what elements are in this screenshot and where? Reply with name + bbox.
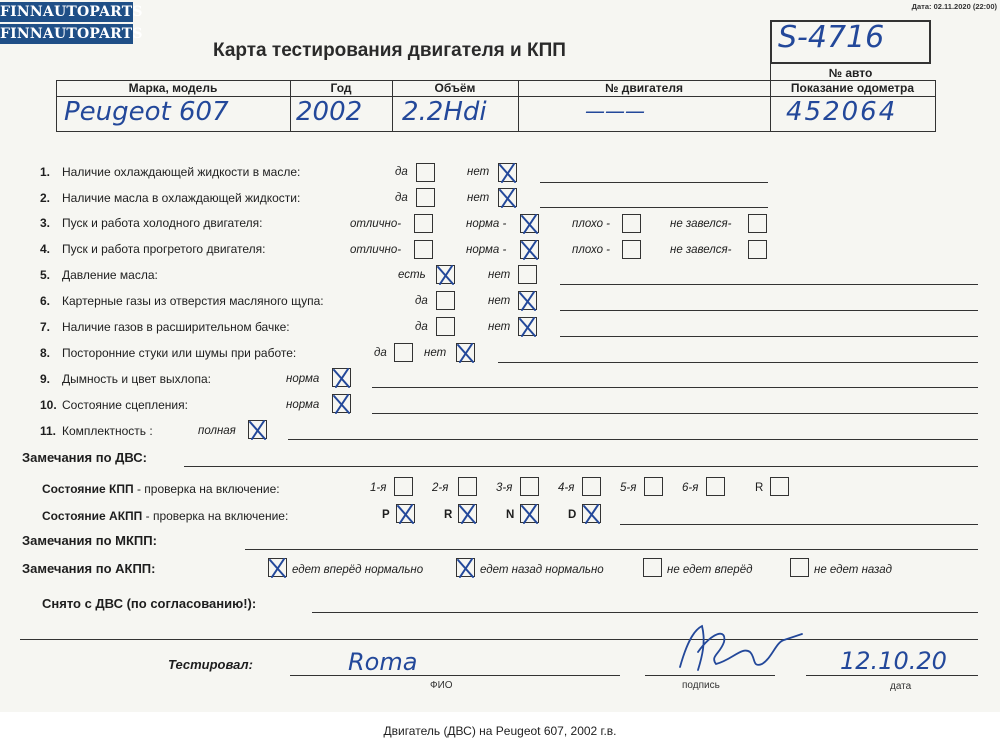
table-line — [935, 80, 936, 131]
checkbox-checked[interactable] — [268, 558, 287, 577]
checkbox[interactable] — [414, 240, 433, 259]
fio-label: ФИО — [430, 680, 453, 691]
item-label: Наличие охлаждающей жидкости в масле: — [62, 165, 301, 179]
item-number: 11. — [40, 424, 57, 438]
remark-line — [372, 413, 978, 414]
scan-date: Дата: 02.11.2020 (22:00) — [911, 2, 997, 11]
checkbox[interactable] — [416, 188, 435, 207]
at-option-label: едет вперёд нормально — [292, 564, 424, 576]
option-label: нет — [424, 347, 447, 359]
check-mark-icon — [517, 289, 539, 313]
option-label: да — [415, 295, 428, 307]
checkbox-checked[interactable] — [436, 265, 455, 284]
check-mark-icon — [247, 418, 269, 442]
option-label: нет — [488, 269, 511, 281]
remark-line — [288, 439, 978, 440]
check-mark-icon — [497, 186, 519, 210]
gear-label: 5-я — [620, 482, 637, 494]
checkbox-checked[interactable] — [520, 240, 539, 259]
option-label: да — [415, 321, 428, 333]
header-volume: Объём — [434, 81, 476, 95]
option-label: не завелся- — [670, 218, 732, 230]
remark-line — [540, 182, 768, 183]
check-mark-icon — [331, 392, 353, 416]
remark-line — [184, 466, 978, 467]
option-label: норма - — [466, 244, 507, 256]
option-label: отлично- — [350, 244, 402, 256]
checkbox[interactable] — [770, 477, 789, 496]
gear-label: 6-я — [682, 482, 699, 494]
checkbox[interactable] — [643, 558, 662, 577]
value-odometer: 452064 — [786, 97, 898, 127]
gear-label: 4-я — [558, 482, 575, 494]
item-number: 9. — [40, 372, 51, 386]
checkbox-checked[interactable] — [458, 504, 477, 523]
check-mark-icon — [517, 315, 539, 339]
table-line — [56, 131, 936, 132]
check-mark-icon — [497, 161, 519, 185]
remark-line — [312, 612, 978, 613]
item-number: 10. — [40, 398, 57, 412]
value-engine-no: ——— — [585, 99, 645, 123]
form-title: Карта тестирования двигателя и КПП — [213, 40, 566, 61]
item-number: 3. — [40, 216, 51, 230]
checkbox[interactable] — [706, 477, 725, 496]
checkbox[interactable] — [518, 265, 537, 284]
gear-label: P — [382, 509, 390, 521]
option-label: плохо - — [572, 244, 610, 256]
option-label: норма - — [466, 218, 507, 230]
item-number: 5. — [40, 268, 51, 282]
item-number: 2. — [40, 191, 51, 205]
signature-line — [290, 675, 620, 676]
option-label: да — [374, 347, 387, 359]
checkbox[interactable] — [436, 317, 455, 336]
checkbox-checked[interactable] — [332, 394, 351, 413]
header-year: Год — [330, 81, 352, 95]
at-option-label: едет назад нормально — [480, 564, 604, 576]
at-option-label: не едет вперёд — [667, 564, 753, 576]
date-line — [806, 675, 978, 676]
item-number: 6. — [40, 294, 51, 308]
checkbox[interactable] — [394, 477, 413, 496]
item-label: Пуск и работа прогретого двигателя: — [62, 242, 266, 256]
checkbox-checked[interactable] — [518, 291, 537, 310]
option-label: нет — [488, 321, 511, 333]
at-check-label: Состояние АКПП - проверка на включение: — [42, 509, 289, 523]
option-label: норма — [286, 373, 320, 385]
table-line — [770, 64, 771, 131]
checkbox-checked[interactable] — [396, 504, 415, 523]
remark-line — [372, 387, 978, 388]
item-label: Наличие газов в расширительном бачке: — [62, 320, 290, 334]
option-label: норма — [286, 399, 320, 411]
option-label: плохо - — [572, 218, 610, 230]
header-odometer: Показание одометра — [790, 81, 915, 95]
item-label: Пуск и работа холодного двигателя: — [62, 216, 263, 230]
remarks-mt-label: Замечания по МКПП: — [22, 533, 157, 548]
checkbox-checked[interactable] — [498, 188, 517, 207]
checkbox-checked[interactable] — [518, 317, 537, 336]
item-label: Дымность и цвет выхлопа: — [62, 372, 211, 386]
checkbox[interactable] — [582, 477, 601, 496]
stock-number: S-4716 — [778, 20, 885, 55]
checkbox[interactable] — [394, 343, 413, 362]
header-make-model: Марка, модель — [128, 81, 218, 95]
at-option-label: не едет назад — [814, 564, 893, 576]
gear-label: R — [444, 509, 453, 521]
item-number: 7. — [40, 320, 51, 334]
option-label: да — [395, 192, 408, 204]
gear-label: 3-я — [496, 482, 513, 494]
image-caption: Двигатель (ДВС) на Peugeot 607, 2002 г.в. — [0, 712, 1000, 750]
option-label: нет — [467, 166, 490, 178]
checkbox[interactable] — [622, 240, 641, 259]
remark-line — [560, 310, 978, 311]
option-label: не завелся- — [670, 244, 732, 256]
item-label: Посторонние стуки или шумы при работе: — [62, 346, 297, 360]
item-number: 8. — [40, 346, 51, 360]
checkbox[interactable] — [748, 214, 767, 233]
remark-line — [560, 336, 978, 337]
check-mark-icon — [519, 502, 541, 526]
watermark-logo: FINNAUTOPARTS — [0, 4, 143, 20]
checkbox-checked[interactable] — [582, 504, 601, 523]
remark-line — [498, 362, 978, 363]
remark-line — [620, 524, 978, 525]
checkbox-checked[interactable] — [456, 558, 475, 577]
tested-by-label: Тестировал: — [168, 657, 253, 672]
date-label: дата — [890, 681, 912, 692]
check-mark-icon — [519, 212, 541, 236]
option-label: нет — [488, 295, 511, 307]
checkbox[interactable] — [458, 477, 477, 496]
checkbox[interactable] — [416, 163, 435, 182]
value-year: 2002 — [296, 97, 363, 127]
remark-line — [20, 639, 978, 640]
checkbox-checked[interactable] — [520, 214, 539, 233]
gear-label: 1-я — [370, 482, 387, 494]
value-make-model: Peugeot 607 — [64, 97, 229, 127]
signature-label: подпись — [682, 680, 720, 691]
check-mark-icon — [395, 502, 417, 526]
item-label: Наличие масла в охлаждающей жидкости: — [62, 191, 301, 205]
check-mark-icon — [519, 238, 541, 262]
option-label: да — [395, 166, 408, 178]
checkbox[interactable] — [520, 477, 539, 496]
removed-label: Снято с ДВС (по согласованию!): — [42, 596, 257, 611]
checkbox[interactable] — [414, 214, 433, 233]
check-mark-icon — [435, 263, 457, 287]
item-label: Картерные газы из отверстия масляного щупа: — [62, 294, 324, 308]
checkbox-checked[interactable] — [332, 368, 351, 387]
remark-line — [540, 207, 768, 208]
check-mark-icon — [581, 502, 603, 526]
check-mark-icon — [455, 556, 477, 580]
gear-label: N — [506, 509, 515, 521]
remark-line — [560, 284, 978, 285]
item-label: Состояние сцепления: — [62, 398, 188, 412]
checkbox-checked[interactable] — [248, 420, 267, 439]
checkbox[interactable] — [644, 477, 663, 496]
checkbox[interactable] — [748, 240, 767, 259]
checkbox[interactable] — [790, 558, 809, 577]
mt-check-label: Состояние КПП - проверка на включение: — [42, 482, 280, 496]
gear-label: 2-я — [432, 482, 449, 494]
option-label: полная — [198, 425, 236, 437]
remarks-at-label: Замечания по АКПП: — [22, 561, 156, 576]
header-engine-no: № двигателя — [605, 81, 683, 95]
check-mark-icon — [267, 556, 289, 580]
checkbox-checked[interactable] — [456, 343, 475, 362]
checkbox[interactable] — [436, 291, 455, 310]
check-mark-icon — [457, 502, 479, 526]
header-car-no: № авто — [828, 66, 873, 80]
remarks-engine-label: Замечания по ДВС: — [22, 450, 147, 465]
item-label: Комплектность : — [62, 424, 153, 438]
checkbox-checked[interactable] — [520, 504, 539, 523]
signature-scribble — [672, 612, 812, 682]
check-mark-icon — [455, 341, 477, 365]
remark-line — [245, 549, 978, 550]
item-number: 4. — [40, 242, 51, 256]
option-label: есть — [398, 269, 426, 281]
item-number: 1. — [40, 165, 51, 179]
gear-label: D — [568, 509, 577, 521]
tester-name: Roma — [348, 648, 418, 676]
test-date: 12.10.20 — [840, 647, 947, 675]
checkbox[interactable] — [622, 214, 641, 233]
check-mark-icon — [331, 366, 353, 390]
option-label: нет — [467, 192, 490, 204]
watermark-logo-2: FINNAUTOPARTS — [0, 26, 143, 42]
value-volume: 2.2Hdi — [402, 97, 487, 127]
gear-label: R — [755, 482, 764, 494]
checkbox-checked[interactable] — [498, 163, 517, 182]
option-label: отлично- — [350, 218, 402, 230]
item-label: Давление масла: — [62, 268, 158, 282]
